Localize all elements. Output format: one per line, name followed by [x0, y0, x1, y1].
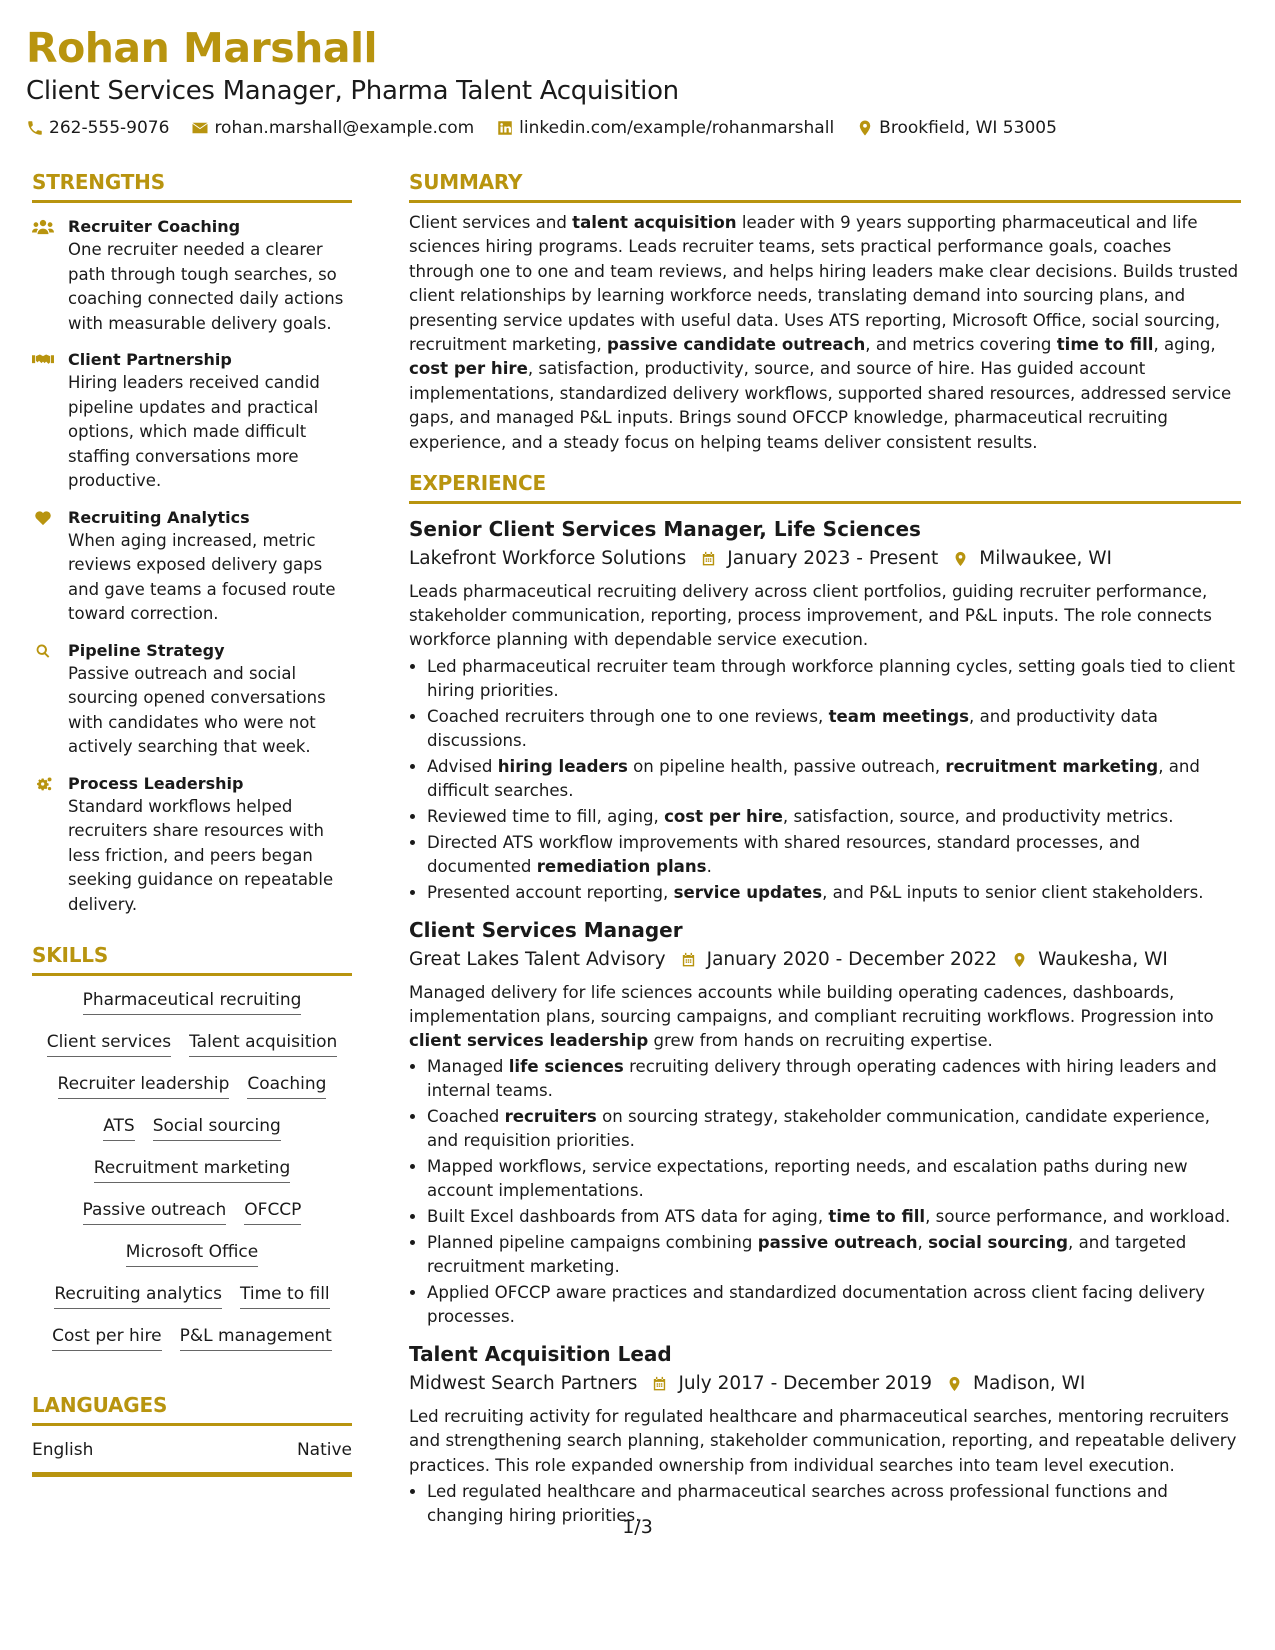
strength-item — [32, 773, 352, 918]
job-company: Great Lakes Talent Advisory — [409, 948, 666, 970]
skill-tag: OFCCP — [244, 1199, 301, 1225]
job-company: Lakefront Workforce Solutions — [409, 548, 687, 570]
handshake-icon — [32, 351, 54, 369]
languages-heading: LANGUAGES — [32, 1393, 352, 1426]
location-pin-icon — [1011, 951, 1028, 969]
skill-row — [32, 1199, 352, 1225]
job-company: Midwest Search Partners — [409, 1373, 638, 1395]
strength-icon-wrap — [32, 507, 56, 627]
skill-row — [32, 1073, 352, 1099]
job-title: Client Services Manager — [409, 917, 683, 942]
job-bullet: • Directed ATS workflow improvements with shared resources, standard processes, and documented remediation plans. — [427, 831, 1241, 879]
job-bullet: • Planned pipeline campaigns combining passive outreach, social sourcing, and targeted recruitment marketing. — [427, 1231, 1241, 1279]
job-bullet: • Reviewed time to fill, aging, cost per hire, satisfaction, source, and productivity metrics. — [427, 805, 1241, 829]
skill-row — [32, 1283, 352, 1309]
skill-tag: Time to fill — [240, 1283, 330, 1309]
strength-item — [32, 507, 352, 627]
skill-tag: Microsoft Office — [126, 1241, 258, 1267]
strength-desc: Standard workflows helped recruiters share resources with less friction, and peers began seeking guidance on repeatable delivery. — [68, 796, 334, 914]
skill-row — [32, 1325, 352, 1351]
right-column — [409, 170, 1241, 1530]
skill-tag: Coaching — [247, 1073, 326, 1099]
job-title: Talent Acquisition Lead — [409, 1342, 672, 1367]
left-column — [32, 170, 352, 1477]
location-icon-wrap — [952, 550, 969, 568]
job-location: Milwaukee, WI — [979, 548, 1113, 570]
resume-header — [26, 24, 1249, 138]
job-bullets — [409, 655, 1241, 905]
job-dates: July 2017 - December 2019 — [678, 1373, 933, 1395]
skills-heading: SKILLS — [32, 943, 352, 976]
job-description: Led recruiting activity for regulated healthcare and pharmaceutical searches, mentoring recruiters and strengthening search planning, stakeholder communication, reporting, and repeatable delivery practices. This role expanded ownership from individual searches into team level execution. — [409, 1407, 1237, 1475]
language-level: Native — [296, 1440, 352, 1460]
candidate-title: Client Services Manager, Pharma Talent Acquisition — [26, 76, 679, 106]
job-bullet: • Mapped workflows, service expectations, reporting needs, and escalation paths during new account implementations. — [427, 1155, 1241, 1203]
skill-row — [32, 1031, 352, 1057]
strength-body — [68, 507, 352, 627]
job-bullet: • Managed life sciences recruiting delivery through operating cadences with hiring leaders and internal teams. — [427, 1055, 1241, 1103]
experience-list — [409, 516, 1241, 1528]
strength-icon-wrap — [32, 640, 56, 760]
skill-row — [32, 989, 352, 1015]
candidate-name: Rohan Marshall — [26, 24, 378, 72]
skill-tag: Recruiter leadership — [58, 1073, 230, 1099]
job-bullet: • Led regulated healthcare and pharmaceutical searches across professional functions and changing hiring priorities. — [427, 1480, 1241, 1528]
job-description: Managed delivery for life sciences accounts while building operating cadences, dashboards, implementation plans, sourcing campaigns, and compliant recruiting workflows. Progression into client services leadership grew from hands on recruiting expertise. — [409, 982, 1214, 1051]
contact-bar — [26, 118, 1249, 138]
summary-heading: SUMMARY — [409, 170, 1241, 203]
strength-icon-wrap — [32, 216, 56, 336]
location-pin-icon — [946, 1375, 963, 1393]
job-dates: January 2023 - Present — [727, 548, 939, 570]
job-description: Leads pharmaceutical recruiting delivery across client portfolios, guiding recruiter performance, stakeholder communication, reporting, process improvement, and P&L inputs. The role connects workforce planning with dependable service execution. — [409, 582, 1212, 650]
strength-icon-wrap — [32, 349, 56, 494]
strengths-list — [32, 216, 352, 917]
experience-heading: EXPERIENCE — [409, 471, 1241, 504]
job-bullet: • Led pharmaceutical recruiter team through workforce planning cycles, setting goals tied to client hiring priorities. — [427, 655, 1241, 703]
job-dates: January 2020 - December 2022 — [706, 948, 998, 970]
strength-item — [32, 216, 352, 336]
strength-desc: One recruiter needed a clearer path through tough searches, so coaching connected daily actions with measurable delivery goals. — [68, 240, 344, 333]
email-text[interactable]: rohan.marshall@example.com — [214, 118, 475, 138]
users-icon — [32, 218, 54, 236]
linkedin-icon — [496, 119, 514, 137]
phone-text: 262-555-9076 — [49, 118, 170, 138]
calendar-icon-wrap — [680, 951, 697, 969]
location-pin-icon — [952, 550, 969, 568]
skill-tag: Social sourcing — [153, 1115, 281, 1141]
job-entry — [409, 1341, 1241, 1528]
job-entry — [409, 516, 1241, 905]
phone-icon — [26, 119, 44, 137]
strength-desc: Passive outreach and social sourcing opened conversations with candidates who were not actively searching that week. — [68, 663, 326, 756]
strengths-heading: STRENGTHS — [32, 170, 352, 203]
job-bullet: • Coached recruiters on sourcing strategy, stakeholder communication, candidate experience, and requisition priorities. — [427, 1105, 1241, 1153]
job-title: Senior Client Services Manager, Life Sciences — [409, 517, 921, 542]
job-location: Waukesha, WI — [1038, 948, 1168, 970]
calendar-icon-wrap — [700, 550, 717, 568]
skill-tag: Recruitment marketing — [94, 1157, 291, 1183]
job-bullet: • Applied OFCCP aware practices and standardized documentation across client facing delivery processes. — [427, 1281, 1241, 1329]
skill-tag: P&L management — [180, 1325, 332, 1351]
language-row — [32, 1440, 352, 1477]
gears-icon — [32, 775, 54, 793]
job-bullet: • Built Excel dashboards from ATS data for aging, time to fill, source performance, and workload. — [427, 1205, 1241, 1229]
job-bullet: • Presented account reporting, service updates, and P&L inputs to senior client stakeholders. — [427, 881, 1241, 905]
job-meta — [409, 947, 1241, 973]
skill-tag: Client services — [47, 1031, 171, 1057]
strength-body — [68, 773, 352, 918]
job-location: Madison, WI — [973, 1373, 1086, 1395]
languages-list — [32, 1440, 352, 1477]
location-icon-wrap — [946, 1375, 963, 1393]
location-pin-icon — [856, 119, 874, 137]
heart-icon — [32, 509, 54, 527]
contact-phone — [26, 118, 169, 138]
skill-row — [32, 1115, 352, 1141]
strength-item — [32, 640, 352, 760]
skill-tag: Recruiting analytics — [54, 1283, 222, 1309]
calendar-icon-wrap — [651, 1375, 668, 1393]
strength-desc: Hiring leaders received candid pipeline updates and practical options, which made difficult staffing conversations more productive. — [68, 373, 320, 490]
skill-tag: Talent acquisition — [189, 1031, 337, 1057]
contact-linkedin[interactable] — [496, 118, 834, 138]
strength-desc: When aging increased, metric reviews exposed delivery gaps and gave teams a focused route toward correction. — [68, 530, 336, 623]
linkedin-text[interactable]: linkedin.com/example/rohanmarshall — [519, 118, 835, 138]
envelope-icon — [191, 119, 209, 137]
search-icon — [32, 642, 54, 660]
summary-text: Client services and talent acquisition leader with 9 years supporting pharmaceutical and life sciences hiring programs. Leads recruiter teams, sets practical performance goals, coaches through one to one and team reviews, and helps hiring leaders make clear decisions. Builds trusted client relationships by learning workforce needs, translating demand into sourcing plans, and presenting service updates with useful data. Uses ATS reporting, Microsoft Office, social sourcing, recruitment marketing, passive candidate outreach, and metrics covering time to fill, aging, cost per hire, satisfaction, productivity, source, and source of hire. Has guided account implementations, standardized delivery workflows, supported shared resources, addressed service gaps, and managed P&L inputs. Brings sound OFCCP knowledge, pharmaceutical recruiting experience, and a steady focus on helping teams deliver consistent results. — [409, 213, 1239, 452]
skill-row — [32, 1157, 352, 1183]
skill-row — [32, 1241, 352, 1267]
language-name: English — [32, 1440, 94, 1460]
job-bullet: • Advised hiring leaders on pipeline health, passive outreach, recruitment marketing, and difficult searches. — [427, 755, 1241, 803]
job-bullets — [409, 1055, 1241, 1329]
calendar-icon — [651, 1375, 668, 1393]
contact-email[interactable] — [191, 118, 474, 138]
job-meta — [409, 1371, 1241, 1397]
job-entry — [409, 917, 1241, 1330]
skill-tag: Cost per hire — [52, 1325, 161, 1351]
page-number: 1/3 — [622, 1516, 653, 1538]
strength-body — [68, 349, 352, 494]
strength-title: Client Partnership — [68, 350, 232, 369]
strength-title: Pipeline Strategy — [68, 640, 225, 660]
location-text: Brookfield, WI 53005 — [879, 118, 1057, 138]
strength-title: Recruiter Coaching — [68, 217, 241, 236]
contact-location — [856, 118, 1057, 138]
calendar-icon — [700, 550, 717, 568]
strength-body — [68, 216, 352, 336]
skill-tag: ATS — [103, 1115, 135, 1141]
skills-list — [32, 989, 352, 1351]
strength-title: Recruiting Analytics — [68, 507, 250, 527]
strength-icon-wrap — [32, 773, 56, 918]
location-icon-wrap — [1011, 951, 1028, 969]
strength-title: Process Leadership — [68, 773, 244, 793]
job-bullet: • Coached recruiters through one to one reviews, team meetings, and productivity data discussions. — [427, 705, 1241, 753]
strength-item — [32, 349, 352, 494]
strength-body — [68, 640, 352, 760]
calendar-icon — [680, 951, 697, 969]
skill-tag: Passive outreach — [83, 1199, 227, 1225]
skill-tag: Pharmaceutical recruiting — [83, 989, 302, 1015]
job-meta — [409, 546, 1241, 572]
